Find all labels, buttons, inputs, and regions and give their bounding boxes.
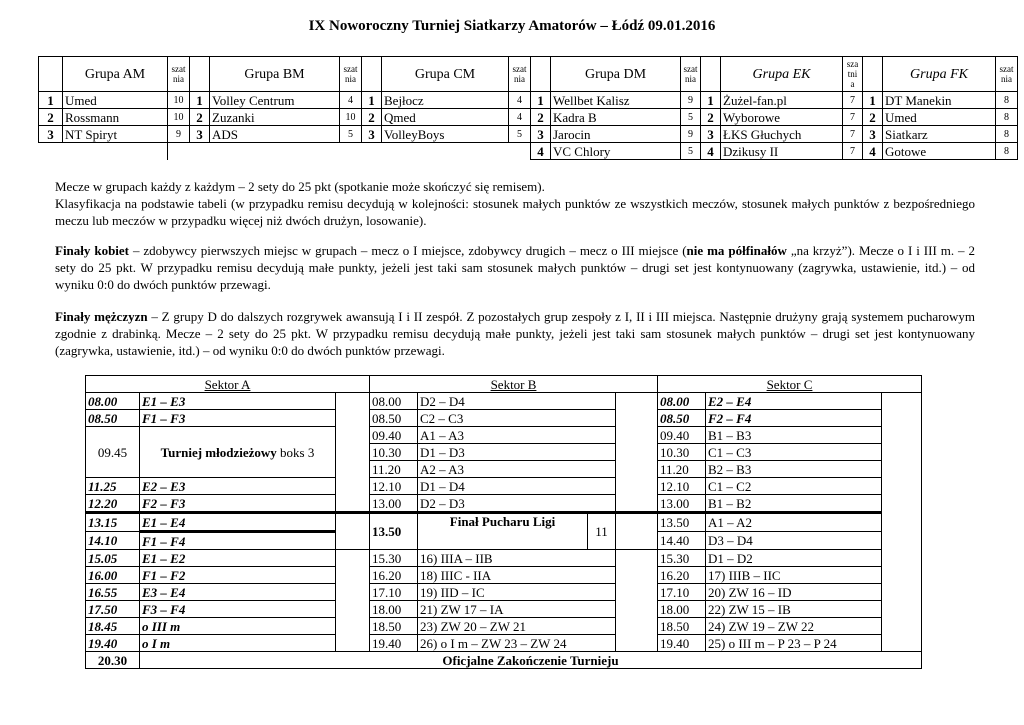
match-time: 08.00 <box>658 393 706 410</box>
team-place: 4 <box>531 143 551 160</box>
team-name: Dzikusy II <box>721 143 843 160</box>
szatnia-label: sza tni a <box>843 57 863 92</box>
match-time: 12.20 <box>86 495 140 513</box>
cup-final: Finał Pucharu Ligi <box>418 513 588 550</box>
group-bm-name: Grupa BM <box>210 57 340 92</box>
team-name: VolleyBoys <box>382 126 509 143</box>
team-place: 1 <box>701 92 721 109</box>
match-time: 10.30 <box>658 444 706 461</box>
empty-cell <box>882 393 922 652</box>
team-place: 2 <box>863 109 883 126</box>
schedule-row <box>86 618 922 635</box>
match-time: 19.40 <box>658 635 706 652</box>
team-place: 1 <box>863 92 883 109</box>
sector-a-header: Sektor A <box>86 376 370 393</box>
team-szatnia: 9 <box>168 126 190 143</box>
rules-p2: Klasyfikacja na podstawie tabeli (w przypadku remisu decydują w kolejności: stosunek małych punktów ze wszystkich meczów, stosunek małych punktów z bezpośredniego meczu lub meczów w przypadku więcej niż dwóch drużyn, losowanie). <box>55 196 975 228</box>
team-szatnia: 8 <box>996 143 1018 160</box>
team-szatnia: 8 <box>996 126 1018 143</box>
match-pair: E1 – E2 <box>140 550 336 567</box>
empty-cell <box>336 393 370 513</box>
match-time: 08.00 <box>370 393 418 410</box>
team-name: Zuzanki <box>210 109 340 126</box>
group-am-name: Grupa AM <box>63 57 168 92</box>
team-place: 2 <box>362 109 382 126</box>
rules-p1: Mecze w grupach każdy z każdym – 2 sety do 25 pkt (spotkanie może skończyć się remisem). <box>55 179 545 194</box>
rules-groups <box>55 178 975 229</box>
match-time: 13.00 <box>370 495 418 513</box>
youth-tournament: Turniej młodzieżowy boks 3 <box>140 427 336 478</box>
match-pair: 21) ZW 17 – IA <box>418 601 616 618</box>
men-text: – Z grupy D do dalszych rozgrywek awansują I i II zespół. Z pozostałych grup zespoły z I, II i III miejsca. Następnie drużyny grają systemem pucharowym zgodnie z drabinką. Mecze – 2 sety do 25 pkt. W przypadku remisu decydują małe punkty, jeżeli jest taki sam stosunek małych punktów – drugi set jest kontynuowany (zagrywka, ustawienie, itd.) – od wyniku 0:0 do dwóch punktów przewagi. <box>55 309 975 358</box>
match-time: 11.20 <box>658 461 706 478</box>
match-pair: B1 – B2 <box>706 495 882 513</box>
match-time: 12.10 <box>370 478 418 495</box>
match-time: 13.15 <box>86 513 140 532</box>
match-time: 15.05 <box>86 550 140 567</box>
match-pair: D1 – D4 <box>418 478 616 495</box>
szatnia-label: szat nia <box>681 57 701 92</box>
group-dm-name: Grupa DM <box>551 57 681 92</box>
match-time: 14.10 <box>86 532 140 550</box>
team-name: DT Manekin <box>883 92 996 109</box>
match-pair: A1 – A2 <box>706 513 882 532</box>
empty-cell <box>616 393 658 513</box>
match-time: 11.20 <box>370 461 418 478</box>
team-place: 3 <box>701 126 721 143</box>
team-name: Kadra B <box>551 109 681 126</box>
match-time: 19.40 <box>86 635 140 652</box>
team-place: 3 <box>39 126 63 143</box>
match-pair: E1 – E3 <box>140 393 336 410</box>
page-title: IX Noworoczny Turniej Siatkarzy Amatorów – Łódź 09.01.2016 <box>308 18 716 34</box>
match-time: 18.50 <box>658 618 706 635</box>
match-pair: 24) ZW 19 – ZW 22 <box>706 618 882 635</box>
women-bold: nie ma półfinałów <box>686 243 787 258</box>
group-header-spacer <box>190 57 210 92</box>
team-name: VC Chlory <box>551 143 681 160</box>
team-place: 1 <box>39 92 63 109</box>
schedule-row <box>86 513 922 532</box>
match-time: 16.20 <box>370 567 418 584</box>
match-pair: E2 – E3 <box>140 478 336 495</box>
team-szatnia: 10 <box>168 92 190 109</box>
rules-men <box>55 308 975 359</box>
team-name: Wellbet Kalisz <box>551 92 681 109</box>
team-name: Umed <box>883 109 996 126</box>
women-text-a: – zdobywcy pierwszych miejsc w grupach – mecz o I miejsce, zdobywcy drugich – mecz o III miejsce ( <box>129 243 687 258</box>
group-header-spacer <box>531 57 551 92</box>
match-pair: F1 – F2 <box>140 567 336 584</box>
team-name: Rossmann <box>63 109 168 126</box>
szatnia-label: szat nia <box>996 57 1018 92</box>
team-name: ŁKS Głuchych <box>721 126 843 143</box>
schedule-row <box>86 393 922 410</box>
schedule-row <box>86 584 922 601</box>
team-place: 2 <box>531 109 551 126</box>
group-fk-name: Grupa FK <box>883 57 996 92</box>
team-name: Siatkarz <box>883 126 996 143</box>
closing-time: 20.30 <box>86 652 140 669</box>
match-time: 12.10 <box>658 478 706 495</box>
empty-cell <box>168 143 531 160</box>
match-pair: D3 – D4 <box>706 532 882 550</box>
team-place: 4 <box>863 143 883 160</box>
team-place: 3 <box>362 126 382 143</box>
team-szatnia: 8 <box>996 109 1018 126</box>
team-place: 3 <box>863 126 883 143</box>
group-cm-name: Grupa CM <box>382 57 509 92</box>
match-time: 17.50 <box>86 601 140 618</box>
schedule-row <box>86 635 922 652</box>
team-name: Żużel-fan.pl <box>721 92 843 109</box>
team-name: Wyborowe <box>721 109 843 126</box>
group-header-spacer <box>39 57 63 92</box>
team-szatnia: 9 <box>681 126 701 143</box>
team-szatnia: 10 <box>168 109 190 126</box>
team-szatnia: 9 <box>681 92 701 109</box>
schedule-row <box>86 410 922 427</box>
rules-women <box>55 242 975 293</box>
match-time: 08.50 <box>86 410 140 427</box>
match-pair: 20) ZW 16 – ID <box>706 584 882 601</box>
team-szatnia: 7 <box>843 143 863 160</box>
szatnia-label: szat nia <box>340 57 362 92</box>
team-place: 3 <box>190 126 210 143</box>
team-szatnia: 5 <box>340 126 362 143</box>
empty-cell <box>336 513 370 550</box>
team-name: Bejłocz <box>382 92 509 109</box>
match-time: 13.50 <box>370 513 418 550</box>
match-time: 08.00 <box>86 393 140 410</box>
schedule-row <box>86 567 922 584</box>
team-szatnia: 5 <box>509 126 531 143</box>
match-pair: 16) IIIA – IIB <box>418 550 616 567</box>
team-name: ADS <box>210 126 340 143</box>
group-header-spacer <box>701 57 721 92</box>
szatnia-label: szat nia <box>168 57 190 92</box>
match-pair: o I m <box>140 635 336 652</box>
match-time: 09.40 <box>658 427 706 444</box>
team-place: 1 <box>190 92 210 109</box>
match-pair: E3 – E4 <box>140 584 336 601</box>
schedule-row <box>86 652 922 669</box>
match-pair: C1 – C2 <box>706 478 882 495</box>
women-text-b: „na krzyż”). Mecze o I i III m. – 2 sety do 25 pkt. W przypadku remisu decydują małe punkty, jeżeli jest taki sam stosunek małych punktów – drugi set jest kontynuowany (zagrywka, ustawienie, itd.) – od wyniku 0:0 do dwóch punktów przewagi. <box>55 243 975 292</box>
match-pair: F2 – F4 <box>706 410 882 427</box>
schedule-row <box>86 478 922 495</box>
match-time: 18.45 <box>86 618 140 635</box>
women-label: Finały kobiet <box>55 243 130 258</box>
match-pair: A1 – A3 <box>418 427 616 444</box>
schedule-row <box>86 427 922 444</box>
match-pair: 26) o I m – ZW 23 – ZW 24 <box>418 635 616 652</box>
cup-final-box: 11 <box>588 513 616 550</box>
match-time: 13.50 <box>658 513 706 532</box>
group-header-spacer <box>362 57 382 92</box>
schedule-table <box>85 375 922 669</box>
team-szatnia: 5 <box>681 143 701 160</box>
group-row <box>39 126 1018 143</box>
team-place: 2 <box>190 109 210 126</box>
match-time: 09.40 <box>370 427 418 444</box>
match-time: 15.30 <box>370 550 418 567</box>
match-pair: D2 – D3 <box>418 495 616 513</box>
match-pair: C2 – C3 <box>418 410 616 427</box>
team-szatnia: 7 <box>843 92 863 109</box>
match-pair: E2 – E4 <box>706 393 882 410</box>
match-time: 16.55 <box>86 584 140 601</box>
match-time: 09.45 <box>86 427 140 478</box>
match-time: 16.00 <box>86 567 140 584</box>
match-pair: F3 – F4 <box>140 601 336 618</box>
group-row <box>39 109 1018 126</box>
match-pair: C1 – C3 <box>706 444 882 461</box>
match-time: 08.50 <box>658 410 706 427</box>
team-name: Qmed <box>382 109 509 126</box>
empty-cell <box>616 550 658 652</box>
team-place: 4 <box>701 143 721 160</box>
empty-cell <box>616 513 658 550</box>
match-pair: D1 – D2 <box>706 550 882 567</box>
match-pair: 19) IID – IC <box>418 584 616 601</box>
match-pair: D1 – D3 <box>418 444 616 461</box>
schedule-row <box>86 495 922 513</box>
team-place: 1 <box>362 92 382 109</box>
match-pair: E1 – E4 <box>140 513 336 532</box>
match-pair: 17) IIIB – IIC <box>706 567 882 584</box>
team-szatnia: 4 <box>340 92 362 109</box>
match-pair: F1 – F4 <box>140 532 336 550</box>
empty-cell <box>336 550 370 652</box>
schedule-row <box>86 601 922 618</box>
match-time: 19.40 <box>370 635 418 652</box>
team-place: 1 <box>531 92 551 109</box>
team-szatnia: 5 <box>681 109 701 126</box>
group-row <box>39 92 1018 109</box>
match-time: 18.00 <box>370 601 418 618</box>
groups-table <box>38 56 1018 160</box>
group-row <box>39 143 1018 160</box>
match-pair: A2 – A3 <box>418 461 616 478</box>
match-pair: 23) ZW 20 – ZW 21 <box>418 618 616 635</box>
team-place: 3 <box>531 126 551 143</box>
match-pair: F1 – F3 <box>140 410 336 427</box>
match-pair: B1 – B3 <box>706 427 882 444</box>
match-pair: B2 – B3 <box>706 461 882 478</box>
match-time: 15.30 <box>658 550 706 567</box>
team-name: Umed <box>63 92 168 109</box>
team-place: 2 <box>701 109 721 126</box>
szatnia-label: szat nia <box>509 57 531 92</box>
men-label: Finały mężczyzn <box>55 309 148 324</box>
team-szatnia: 4 <box>509 109 531 126</box>
closing-ceremony: Oficjalne Zakończenie Turnieju <box>140 652 922 669</box>
match-pair: 25) o III m – P 23 – P 24 <box>706 635 882 652</box>
match-pair: 22) ZW 15 – IB <box>706 601 882 618</box>
match-time: 18.00 <box>658 601 706 618</box>
team-szatnia: 4 <box>509 92 531 109</box>
match-pair: 18) IIIC - IIA <box>418 567 616 584</box>
match-pair: D2 – D4 <box>418 393 616 410</box>
empty-cell <box>39 143 168 160</box>
team-name: Jarocin <box>551 126 681 143</box>
sector-b-header: Sektor B <box>370 376 658 393</box>
match-pair: o III m <box>140 618 336 635</box>
match-time: 18.50 <box>370 618 418 635</box>
schedule-row <box>86 550 922 567</box>
match-pair: F2 – F3 <box>140 495 336 513</box>
match-time: 17.10 <box>370 584 418 601</box>
match-time: 11.25 <box>86 478 140 495</box>
match-time: 08.50 <box>370 410 418 427</box>
team-szatnia: 8 <box>996 92 1018 109</box>
group-header-spacer <box>863 57 883 92</box>
group-ek-name: Grupa EK <box>721 57 843 92</box>
team-name: Volley Centrum <box>210 92 340 109</box>
team-szatnia: 10 <box>340 109 362 126</box>
team-place: 2 <box>39 109 63 126</box>
match-time: 10.30 <box>370 444 418 461</box>
team-szatnia: 7 <box>843 126 863 143</box>
team-name: NT Spiryt <box>63 126 168 143</box>
sector-c-header: Sektor C <box>658 376 922 393</box>
team-szatnia: 7 <box>843 109 863 126</box>
match-time: 13.00 <box>658 495 706 513</box>
team-name: Gotowe <box>883 143 996 160</box>
match-time: 16.20 <box>658 567 706 584</box>
match-time: 14.40 <box>658 532 706 550</box>
match-time: 17.10 <box>658 584 706 601</box>
